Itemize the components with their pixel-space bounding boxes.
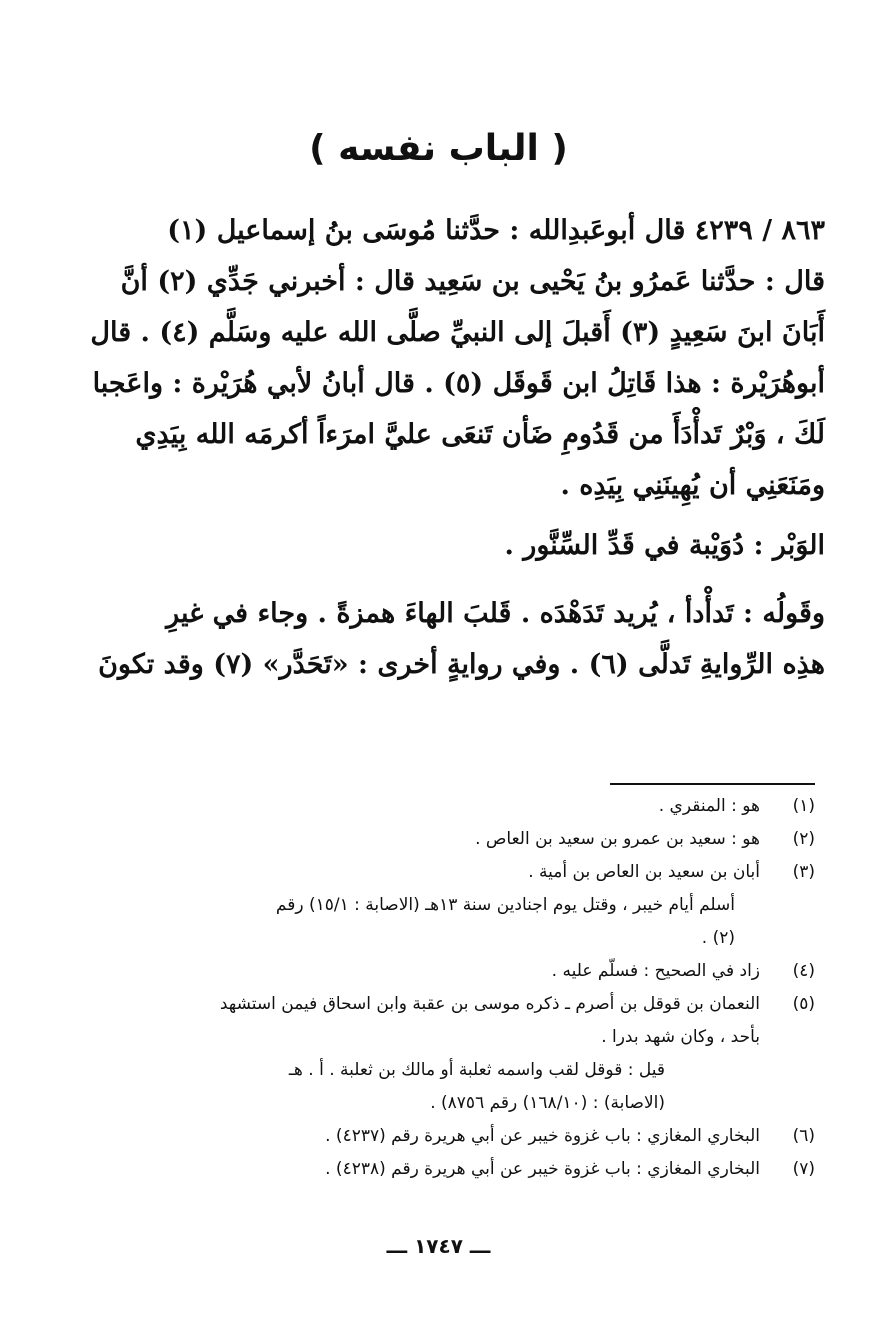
chapter-title: ( الباب نفسه ) bbox=[309, 128, 568, 169]
footnote-line bbox=[140, 1153, 815, 1186]
footnote-text: (٢) . bbox=[701, 928, 735, 948]
footnote-text: هو : المنقري . bbox=[658, 796, 760, 816]
definition-paragraph bbox=[150, 520, 825, 571]
footnote-text: بأحد ، وكان شهد بدرا . bbox=[601, 1027, 760, 1047]
footnote-number: (٤) bbox=[792, 961, 815, 981]
footnote-text: زاد في الصحيح : فسلّم عليه . bbox=[551, 961, 760, 981]
footnote-number: (٥) bbox=[792, 994, 815, 1014]
footnote-line bbox=[140, 889, 815, 922]
footnote-line bbox=[140, 1087, 815, 1120]
text-line: قال : حدَّثنا عَمرُو بنُ يَحْيى بن سَعِيد قال : أخبرني جَدِّي (٢) أنَّ bbox=[120, 266, 825, 297]
text-line: الوَبْر : دُوَيْبة في قَدِّ السِّنَّور . bbox=[504, 530, 825, 561]
text-line: لَكَ ، وَبْرٌ تَدأْدَأَ من قَدُومِ ضَأن تَنعَى عليَّ امرَءاً أكرمَه الله بِيَدِي bbox=[135, 419, 825, 450]
footnote-number: (٢) bbox=[792, 829, 815, 849]
footnote-text: البخاري المغازي : باب غزوة خيبر عن أبي هريرة رقم (٤٢٣٧) . bbox=[325, 1126, 760, 1146]
footnote-text: البخاري المغازي : باب غزوة خيبر عن أبي هريرة رقم (٤٢٣٨) . bbox=[325, 1159, 760, 1179]
footnotes bbox=[140, 790, 815, 1186]
footnote-line bbox=[140, 922, 815, 955]
text-line: أبوهُرَيْرة : هذا قَاتِلُ ابن قَوقَل (٥) . قال أبانُ لأبي هُرَيْرة : واعَجبا bbox=[92, 368, 825, 399]
footnote-number: (١) bbox=[792, 796, 815, 816]
footnote-number bbox=[760, 1087, 815, 1120]
text-line: هذِه الرِّوايةِ تَدلَّى (٦) . وفي روايةٍ أخرى : «تَحَدَّر» (٧) وقد تكونَ bbox=[98, 649, 825, 680]
footnote-line bbox=[140, 1054, 815, 1087]
footnote-text: أبان بن سعيد بن العاص بن أمية . bbox=[528, 862, 760, 882]
text-line: أَبَانَ ابنَ سَعِيدٍ (٣) أَقبلَ إلى النبيِّ صلَّى الله عليه وسَلَّم (٤) . قال bbox=[90, 317, 825, 348]
footnote-text: قيل : قوقل لقب واسمه ثعلبة أو مالك بن ثعلبة . أ . هـ bbox=[288, 1060, 665, 1080]
footnote-number bbox=[760, 1021, 815, 1054]
text-line: وقَولُه : تَدأْدأ ، يُريد تَدَهْدَه . قَلبَ الهاءَ همزةً . وجاء في غيرِ bbox=[166, 598, 825, 629]
footnote-line bbox=[140, 856, 815, 889]
footnote-number: (٧) bbox=[792, 1159, 815, 1179]
footnote-line bbox=[140, 1021, 815, 1054]
page-number: ـــ ١٧٤٧ ـــ bbox=[386, 1234, 491, 1258]
footnote-number bbox=[760, 1054, 815, 1087]
footnote-number: (٦) bbox=[792, 1126, 815, 1146]
footnote-text: (الاصابة) : (١٦٨/١٠) رقم ٨٧٥٦) . bbox=[430, 1093, 665, 1113]
hadith-paragraph bbox=[90, 205, 825, 511]
footnote-line bbox=[140, 790, 815, 823]
footnote-line bbox=[140, 955, 815, 988]
footnote-text: أسلم أيام خيبر ، وقتل يوم اجنادين سنة ١٣هـ (الاصابة : ١٥/١) رقم bbox=[275, 895, 735, 915]
commentary-paragraph bbox=[98, 588, 825, 690]
footnote-divider bbox=[610, 783, 815, 785]
text-line: ٨٦٣ / ٤٢٣٩ قال أبوعَبدِالله : حدَّثنا مُوسَى بنُ إسماعيل (١) bbox=[167, 215, 825, 246]
footnote-text: النعمان بن قوقل بن أصرم ـ ذكره موسى بن عقبة وابن اسحاق فيمن استشهد bbox=[219, 994, 760, 1014]
footnote-line bbox=[140, 988, 815, 1021]
footnote-text: هو : سعيد بن عمرو بن سعيد بن العاص . bbox=[475, 829, 760, 849]
footnote-number bbox=[760, 922, 815, 955]
text-line: ومَنَعَنِي أن يُهِينَنِي بِيَدِه . bbox=[560, 470, 825, 501]
footnote-number bbox=[760, 889, 815, 922]
footnote-line bbox=[140, 823, 815, 856]
footnote-number: (٣) bbox=[792, 862, 815, 882]
footnote-line bbox=[140, 1120, 815, 1153]
